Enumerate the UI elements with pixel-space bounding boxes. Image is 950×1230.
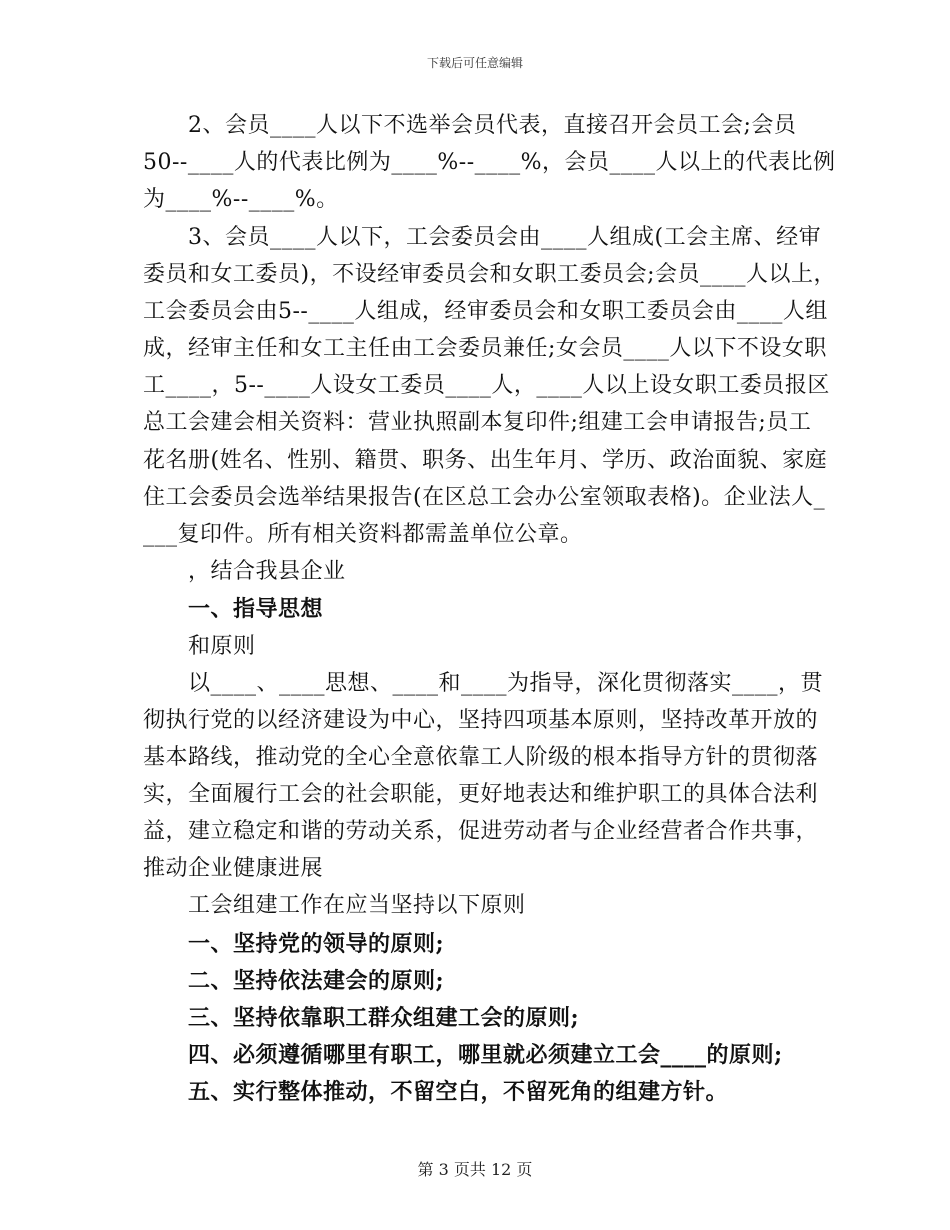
paragraph-line: 益，建立稳定和谐的劳动关系，促进劳动者与企业经营者合作共事， — [143, 819, 819, 844]
paragraph-line: ，结合我县企业 — [188, 559, 346, 584]
paragraph-line: 2、会员____人以下不选举会员代表，直接召开会员工会;会员 — [188, 113, 797, 138]
paragraph-line: 成，经审主任和女工主任由工会委员兼任;女会员____人以下不设女职 — [143, 336, 827, 361]
paragraph-line: 花名册(姓名、性别、籍贯、职务、出生年月、学历、政治面貌、家庭 — [143, 448, 828, 473]
principle-item: 三、坚持依靠职工群众组建工会的原则; — [188, 1005, 580, 1031]
principle-item: 一、坚持党的领导的原则; — [188, 931, 445, 957]
section-heading: 一、指导思想 — [188, 596, 324, 622]
paragraph-line: 50--____人的代表比例为____%--____%，会员____人以上的代表比例 — [143, 150, 836, 175]
page-footer: 第 3 页共 12 页 — [417, 1160, 533, 1179]
paragraph-line: 工会委员会由5--____人组成，经审委员会和女职工委员会由____人组 — [143, 299, 828, 324]
principle-item: 五、实行整体推动，不留空白，不留死角的组建方针。 — [188, 1079, 729, 1105]
paragraph-line: 工____，5--____人设女工委员____人，____人以上设女职工委员报区 — [143, 373, 830, 398]
principle-item: 四、必须遵循哪里有职工，哪里就必须建立工会____的原则; — [188, 1042, 783, 1068]
paragraph-line: 为____%--____%。 — [143, 187, 339, 212]
paragraph-line: 实，全面履行工会的社会职能，更好地表达和维护职工的具体合法利 — [143, 782, 819, 807]
paragraph-line: 委员和女工委员)，不设经审委员会和女职工委员会;会员____人以上， — [143, 262, 836, 287]
paragraph-line: 彻执行党的以经济建设为中心，坚持四项基本原则，坚持改革开放的 — [143, 708, 819, 733]
principle-item: 二、坚持依法建会的原则; — [188, 968, 445, 994]
paragraph-line: 推动企业健康进展 — [143, 856, 324, 881]
paragraph-line: 基本路线，推动党的全心全意依靠工人阶级的根本指导方针的贯彻落 — [143, 745, 819, 770]
page-header: 下载后可任意编辑 — [426, 56, 523, 70]
paragraph-line: ___复印件。所有相关资料都需盖单位公章。 — [143, 522, 583, 547]
paragraph-line: 工会组建工作在应当坚持以下原则 — [188, 893, 526, 918]
paragraph-line: 以____、____思想、____和____为指导，深化贯彻落实____，贯 — [188, 671, 824, 696]
paragraph-line: 和原则 — [188, 634, 256, 659]
paragraph-line: 3、会员____人以下，工会委员会由____人组成(工会主席、经审 — [188, 225, 822, 250]
paragraph-line: 总工会建会相关资料：营业执照副本复印件;组建工会申请报告;员工 — [143, 410, 812, 435]
paragraph-line: 住工会委员会选举结果报告(在区总工会办公室领取表格)。企业法人_ — [143, 485, 826, 510]
